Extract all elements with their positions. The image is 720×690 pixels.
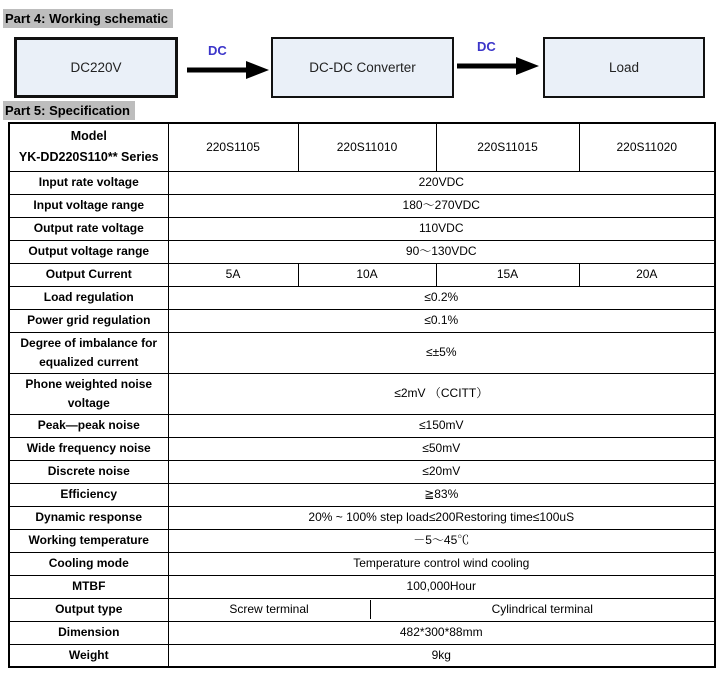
table-row	[9, 171, 715, 194]
row-label: Phone weighted noise voltage	[9, 373, 168, 414]
row-label: Dimension	[9, 621, 168, 644]
row-value: 20A	[579, 263, 715, 286]
row-value: ≤0.1%	[168, 309, 715, 332]
row-label: Wide frequency noise	[9, 437, 168, 460]
arrow-right-icon	[455, 54, 541, 78]
row-label: Load regulation	[9, 286, 168, 309]
model-column-header: 220S11015	[436, 123, 579, 171]
row-value: 180～270VDC	[168, 194, 715, 217]
row-label: Output type	[9, 598, 168, 621]
spec-table	[8, 122, 716, 668]
table-row	[9, 598, 715, 621]
row-label: Output rate voltage	[9, 217, 168, 240]
table-row	[9, 529, 715, 552]
row-value: 90～130VDC	[168, 240, 715, 263]
row-value: 9kg	[168, 644, 715, 667]
row-split-cell	[168, 598, 715, 621]
row-value: ≤2mV （CCITT）	[168, 373, 715, 414]
row-label: Input rate voltage	[9, 171, 168, 194]
schematic-box-load-label: Load	[608, 60, 640, 75]
row-value: 20% ~ 100% step load≤200Restoring time≤100uS	[168, 506, 715, 529]
row-value: ≤0.2%	[168, 286, 715, 309]
table-row	[9, 240, 715, 263]
row-label: MTBF	[9, 575, 168, 598]
arrow-right-icon	[185, 58, 271, 82]
model-column-header: 220S11010	[298, 123, 436, 171]
table-row	[9, 621, 715, 644]
model-column-header: 220S1105	[168, 123, 298, 171]
model-header-line1: Model	[70, 129, 107, 144]
row-label: Working temperature	[9, 529, 168, 552]
row-value: ≧83%	[168, 483, 715, 506]
table-row	[9, 552, 715, 575]
part5-heading: Part 5: Specification	[3, 101, 135, 120]
row-label: Input voltage range	[9, 194, 168, 217]
row-label: Efficiency	[9, 483, 168, 506]
table-row	[9, 506, 715, 529]
table-row	[9, 644, 715, 667]
schematic-box-converter	[271, 37, 454, 98]
table-row	[9, 373, 715, 414]
row-value: 110VDC	[168, 217, 715, 240]
row-value: ≤50mV	[168, 437, 715, 460]
row-value: Cylindrical terminal	[491, 602, 593, 616]
row-value: Temperature control wind cooling	[168, 552, 715, 575]
row-value: ≤±5%	[168, 332, 715, 373]
row-label: Discrete noise	[9, 460, 168, 483]
table-row	[9, 332, 715, 373]
table-row	[9, 437, 715, 460]
arrow-label-dc-2: DC	[477, 39, 496, 54]
model-header-line2: YK-DD220S110** Series	[18, 150, 159, 165]
table-row	[9, 263, 715, 286]
table-row	[9, 575, 715, 598]
table-row	[9, 194, 715, 217]
schematic-box-load	[543, 37, 705, 98]
row-label: Power grid regulation	[9, 309, 168, 332]
row-value: 100,000Hour	[168, 575, 715, 598]
spec-table-body	[9, 171, 715, 667]
schematic-box-dc-source	[14, 37, 178, 98]
table-row	[9, 460, 715, 483]
row-value: 10A	[298, 263, 436, 286]
table-row	[9, 309, 715, 332]
row-label: Peak—peak noise	[9, 414, 168, 437]
row-value: ≤20mV	[168, 460, 715, 483]
row-value: 5A	[168, 263, 298, 286]
table-row	[9, 286, 715, 309]
part4-heading: Part 4: Working schematic	[3, 9, 173, 28]
model-column-header: 220S11020	[579, 123, 715, 171]
row-value: 220VDC	[168, 171, 715, 194]
row-label: Cooling mode	[9, 552, 168, 575]
table-row	[9, 483, 715, 506]
row-value: Screw terminal	[169, 600, 371, 619]
row-label: Degree of imbalance for equalized current	[9, 332, 168, 373]
row-label: Weight	[9, 644, 168, 667]
table-row	[9, 414, 715, 437]
row-value: －5～45℃	[168, 529, 715, 552]
row-value: 482*300*88mm	[168, 621, 715, 644]
schematic-box-converter-label: DC-DC Converter	[309, 60, 416, 75]
row-label: Dynamic response	[9, 506, 168, 529]
row-label: Output Current	[9, 263, 168, 286]
schematic-box-dc-source-label: DC220V	[70, 60, 122, 75]
table-header-row	[9, 123, 715, 171]
model-header-cell	[9, 123, 168, 171]
arrow-label-dc-1: DC	[208, 43, 227, 58]
row-value: 15A	[436, 263, 579, 286]
row-value: ≤150mV	[168, 414, 715, 437]
table-row	[9, 217, 715, 240]
row-label: Output voltage range	[9, 240, 168, 263]
